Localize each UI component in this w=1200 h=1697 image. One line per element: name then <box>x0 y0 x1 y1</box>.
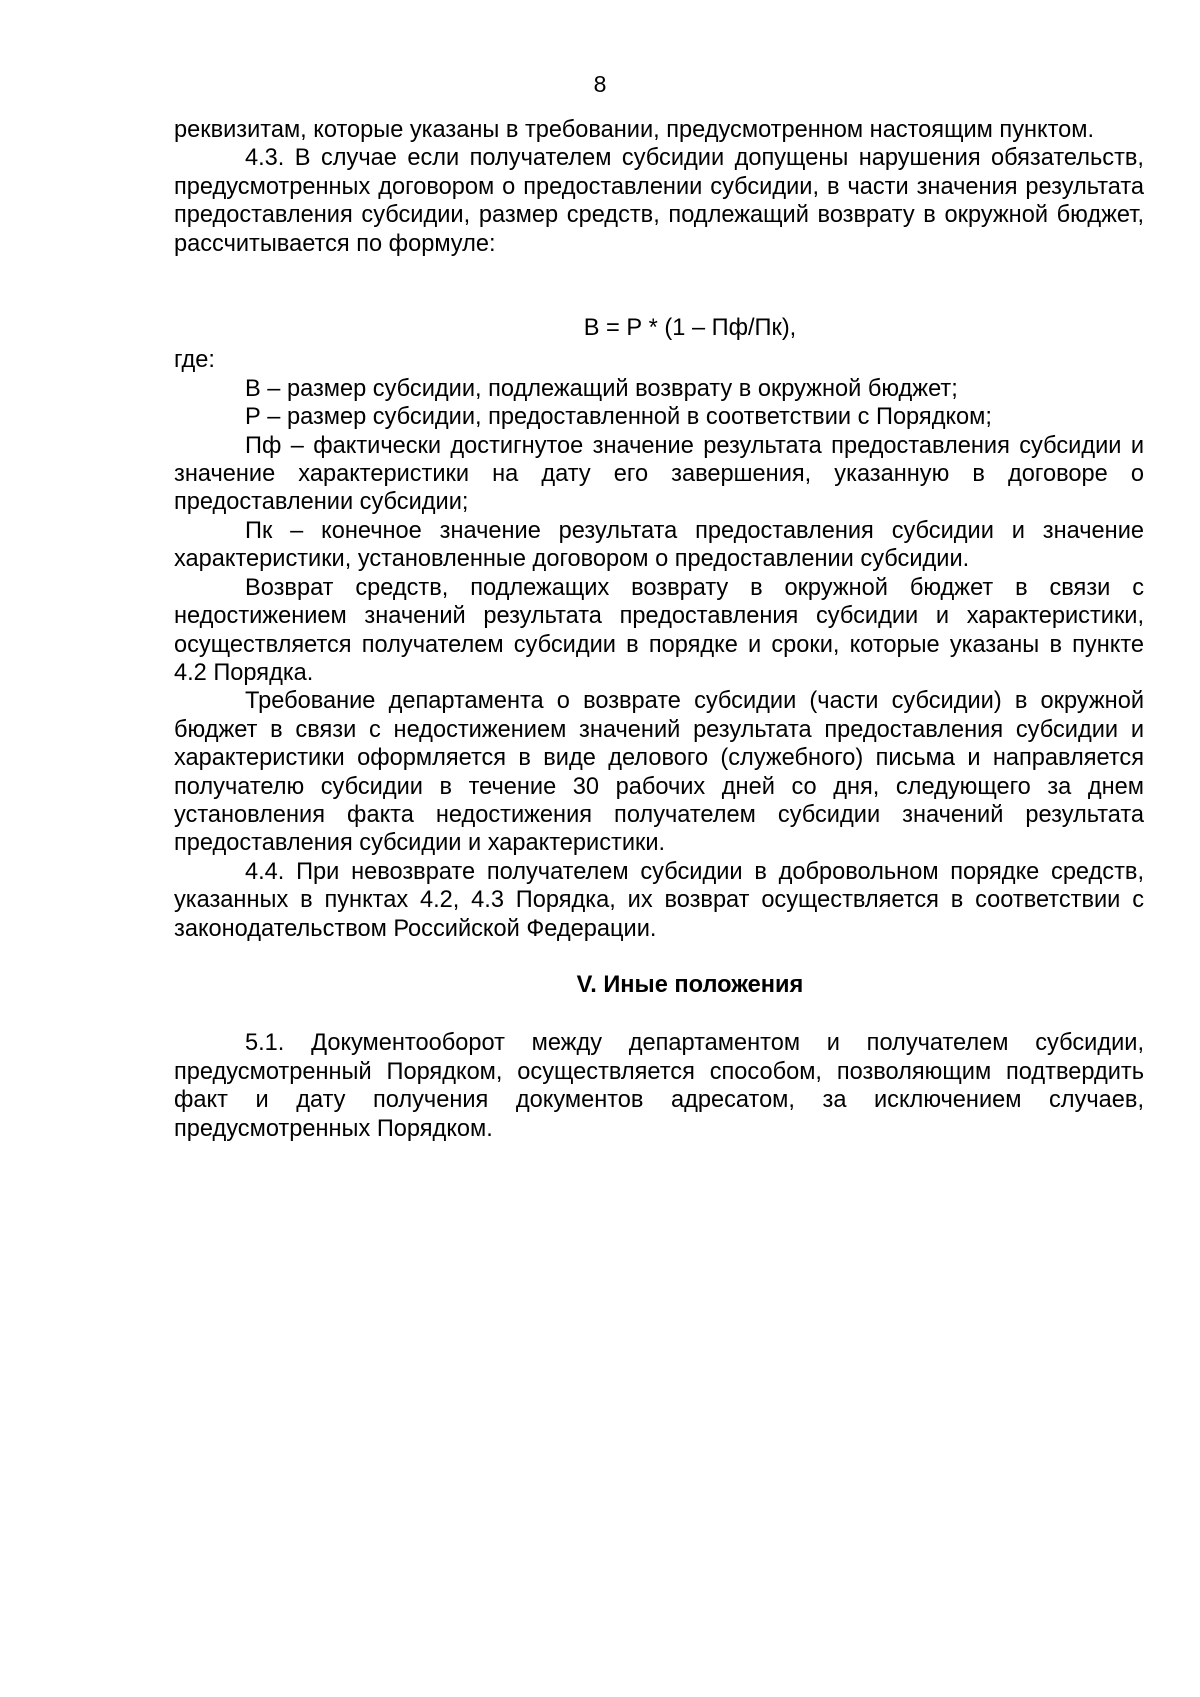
section-heading: V. Иные положения <box>576 971 804 998</box>
paragraph-4-4: 4.4. При невозврате получателем субсидии в добровольном порядке средств, указанных в пунктах 4.2, 4.3 Порядка, их возврат осуществляется в соответствии с законодательством Российской Федерации. <box>174 858 1144 942</box>
page-number: 8 <box>593 71 607 97</box>
paragraph-return-of-funds: Возврат средств, подлежащих возврату в окружной бюджет в связи с недостижением значений результата предоставления субсидии и характеристики, осуществляется получателем субсидии в порядке и сроки, которые указаны в пункте 4.2 Порядка. <box>174 574 1144 686</box>
definition-v: В – размер субсидии, подлежащий возврату в окружной бюджет; <box>245 375 958 402</box>
definition-pk: Пк – конечное значение результата предоставления субсидии и значение характеристики, установленные договором о предоставлении субсидии. <box>174 517 1144 573</box>
paragraph-5-1: 5.1. Документооборот между департаментом и получателем субсидии, предусмотренный Порядком, осуществляется способом, позволяющим подтвердить факт и дату получения документов адресатом, за исключением случаев, предусмотренных Порядком. <box>174 1030 1144 1142</box>
definition-r: Р – размер субсидии, предоставленной в соответствии с Порядком; <box>245 404 992 431</box>
definition-pf: Пф – фактически достигнутое значение результата предоставления субсидии и значение характеристики на дату его завершения, указанную в договоре о предоставлении субсидии; <box>174 432 1144 516</box>
paragraph-department-requirement: Требование департамента о возврате субсидии (части субсидии) в окружной бюджет в связи с недостижением значений результата предоставления субсидии и характеристики оформляется в виде делового (служебного) письма и направляется получателю субсидии в течение 30 рабочих дней со дня, следующего за днем установления факта недостижения получателем субсидии значений результата предоставления субсидии и характеристики. <box>174 688 1144 857</box>
where-label: где: <box>174 347 215 374</box>
paragraph-continuation: реквизитам, которые указаны в требовании, предусмотренном настоящим пунктом. <box>174 117 1095 143</box>
document-body <box>174 116 1144 1143</box>
formula: В = Р * (1 – Пф/Пк), <box>583 315 797 342</box>
paragraph-4-3: 4.3. В случае если получателем субсидии допущены нарушения обязательств, предусмотренных договором о предоставлении субсидии, в части значения результата предоставления субсидии, размер средств, подлежащий возврату в окружной бюджет, рассчитывается по формуле: <box>174 145 1144 257</box>
